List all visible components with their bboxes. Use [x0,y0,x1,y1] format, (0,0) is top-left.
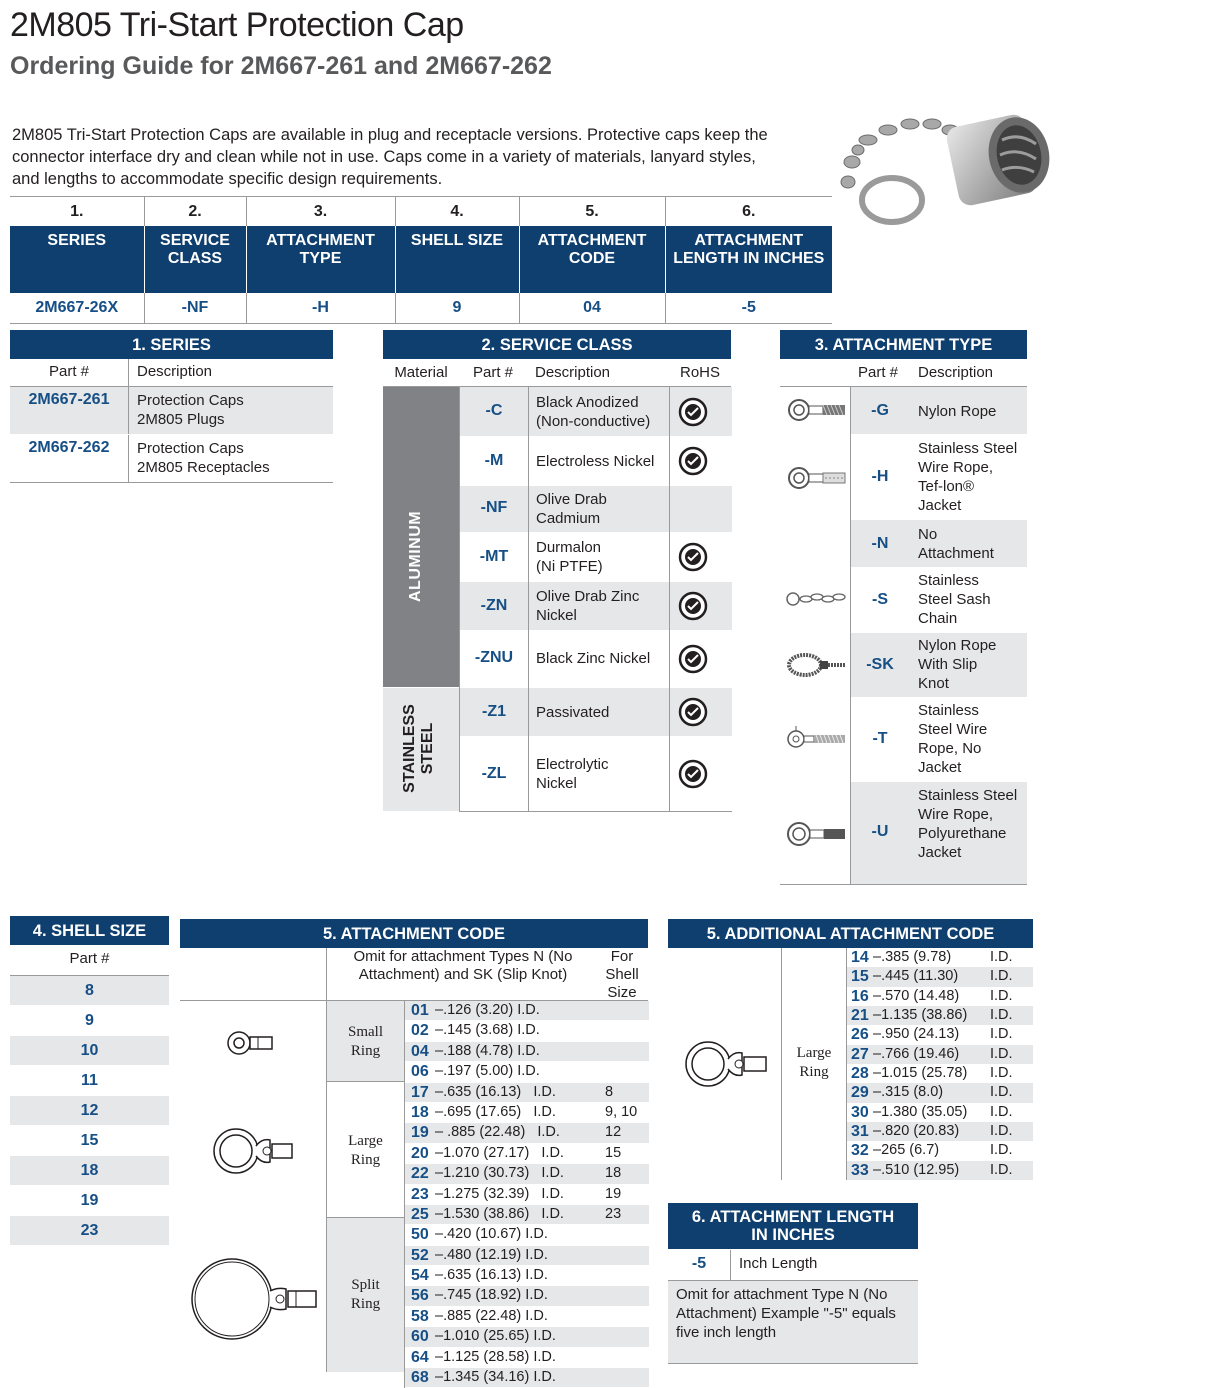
addl-id: I.D. [990,949,1013,965]
acode-code: 01 [411,1002,429,1019]
rohs-icon [678,446,708,476]
acode-code: 50 [411,1226,429,1244]
acode-code: 54 [411,1267,429,1285]
acode-row [405,1327,649,1347]
addl-dim: –.820 (20.83) [873,1123,960,1140]
addl-code: 15 [851,968,869,986]
acode-row [405,1123,649,1143]
acode-dim: –1.210 (30.73) I.D. [435,1165,564,1182]
addl-id: I.D. [990,1142,1013,1159]
rohs-icon [678,542,708,572]
addl-row [847,1064,1033,1083]
acode-code: 58 [411,1307,429,1325]
service-column-headers [383,359,731,387]
acode-row [405,1083,649,1103]
addl-id: I.D. [990,1045,1013,1062]
additional-attachment-code-heading: 5. ADDITIONAL ATTACHMENT CODE [668,919,1033,948]
addl-row [847,967,1033,986]
attachment-type-heading: 3. ATTACHMENT TYPE [780,330,1027,359]
service-row: -C Black Anodized (Non-conductive) [460,387,732,436]
order-step-number: 1. [10,197,144,227]
small-ring-icon [226,1028,276,1058]
acode-group-label: Split Ring [326,1217,404,1372]
ordering-table [10,196,832,324]
acode-row [405,1225,649,1245]
acode-code: 20 [411,1144,429,1162]
order-step-number: 5. [519,197,665,227]
atype-column-headers [780,359,1027,387]
acode-dim: –.635 (16.13) I.D. [435,1083,556,1100]
acode-group-label: Large Ring [326,1081,404,1218]
acode-dim: –1.125 (28.58) I.D. [435,1348,556,1365]
series-part: 2M667-261 [28,391,110,408]
service-row: -ZN Olive Drab Zinc Nickel [460,582,732,630]
acode-dim: –.480 (12.19) I.D. [435,1246,548,1263]
shell-size-item: 15 [10,1126,169,1156]
addl-dim: –265 (6.7) [873,1142,940,1159]
addl-id: I.D. [990,1161,1013,1178]
acode-row [405,1144,649,1164]
order-header-attachment-code: ATTACHMENT CODE [519,226,665,293]
acode-shell: 19 [605,1185,622,1202]
order-value-attachment-type: -H [246,293,395,324]
atype-row: -U Stainless Steel Wire Rope, Polyurethane Jacket [851,782,1027,884]
order-header-shell-size: SHELL SIZE [395,226,519,293]
acode-dim: –1.275 (32.39) I.D. [435,1185,564,1202]
addl-code: 29 [851,1084,869,1102]
shell-size-heading: 4. SHELL SIZE [10,916,169,945]
acode-code: 25 [411,1205,429,1223]
acode-shell: 23 [605,1205,622,1222]
atype-row: -H Stainless Steel Wire Rope, Tef-lon® Jacket [871,440,1018,514]
large-ring-icon [210,1128,296,1174]
acode-code: 04 [411,1042,429,1060]
acode-code: 60 [411,1328,429,1346]
acode-code: 68 [411,1369,429,1387]
acode-body [180,1001,648,1387]
nylon-rope-icon [785,397,847,423]
acode-row [405,1368,649,1388]
addl-dim: –.570 (14.48) [873,987,960,1004]
acode-row [405,1001,649,1021]
addl-row [847,1161,1033,1180]
acode-dim: –1.010 (25.65) I.D. [435,1328,556,1345]
service-class-heading: 2. SERVICE CLASS [383,330,731,359]
acode-code: 64 [411,1348,429,1366]
acode-row [405,1062,649,1082]
acode-code: 56 [411,1287,429,1305]
addl-row [847,1103,1033,1122]
service-row: -MT Durmalon (Ni PTFE) [460,533,732,581]
acode-dim: –.126 (3.20) I.D. [435,1002,540,1018]
service-col-part: Part # [472,364,514,381]
service-row: -NF Olive Drab Cadmium [460,486,732,532]
split-ring-icon [190,1249,320,1349]
addl-id: I.D. [990,1103,1013,1120]
shell-size-item: 10 [10,1036,169,1066]
order-header-series: SERIES [10,226,144,293]
acode-dim: –1.345 (34.16) I.D. [435,1369,556,1386]
shell-size-item: 23 [10,1216,169,1246]
addl-code: 30 [851,1103,869,1121]
acode-dim: –1.070 (27.17) I.D. [435,1144,564,1161]
addl-dim: –1.135 (38.86) [873,1007,968,1024]
addl-code: 31 [851,1123,869,1141]
order-value-service-class: -NF [144,293,246,324]
addl-dim: –.766 (19.46) [873,1045,960,1062]
series-col-desc: Description [137,363,213,380]
addl-id: I.D. [990,1065,1013,1082]
addl-row [847,948,1033,967]
addl-row [847,1006,1033,1025]
acode-code: 18 [411,1103,429,1121]
acode-column-headers [180,948,648,1001]
atype-row: -S Stainless Steel Sash Chain [872,572,991,627]
series-row [10,435,333,483]
acode-code: 17 [411,1083,429,1101]
atype-col-part: Part # [858,364,899,381]
acode-row [405,1205,649,1225]
addl-code: 32 [851,1142,869,1160]
acode-dim: –.635 (16.13) I.D. [435,1267,548,1284]
attachment-code-heading: 5. ATTACHMENT CODE [180,919,648,948]
addl-code: 28 [851,1065,869,1083]
acode-row [405,1021,649,1041]
addl-id: I.D. [990,987,1013,1004]
service-row: -ZL Electrolytic Nickel [460,737,732,811]
addl-dim: –.510 (12.95) [873,1161,960,1178]
series-desc: Protection Caps 2M805 Receptacles [137,440,270,476]
polyurethane-wire-rope-icon [785,819,847,849]
addl-id: I.D. [990,1123,1013,1140]
acode-code: 22 [411,1165,429,1183]
shell-col-part: Part # [10,946,169,976]
rohs-icon [678,591,708,621]
atype-row: -N No Attachment [851,520,1027,567]
order-step-number: 6. [665,197,832,227]
length-code: -5 [691,1255,707,1272]
addl-row [847,1141,1033,1160]
addl-row [847,1045,1033,1064]
service-row: -Z1 Passivated [460,688,732,736]
addl-code: 14 [851,949,869,966]
shell-size-item: 19 [10,1186,169,1216]
acode-code: 23 [411,1185,429,1203]
service-col-rohs: RoHS [679,364,720,381]
acode-for-shell: For Shell Size [605,948,639,1001]
addl-id: I.D. [990,1007,1013,1024]
atype-row: -G Nylon Rope [851,387,1027,434]
acode-omit-note: Omit for attachment Types N (No Attachment) and SK (Slip Knot) [353,948,573,983]
addl-code: 26 [851,1026,869,1044]
shell-size-item: 11 [10,1066,169,1096]
order-step-number: 3. [246,197,395,227]
addl-id: I.D. [990,1026,1013,1043]
sash-chain-icon [784,586,850,612]
slip-knot-icon [785,650,847,680]
addl-code: 21 [851,1007,869,1025]
attachment-length-heading: 6. ATTACHMENT LENGTH IN INCHES [668,1203,918,1249]
shell-size-item: 9 [10,1006,169,1036]
acode-dim: –.420 (10.67) I.D. [435,1226,548,1243]
material-aluminum: ALUMINUM [383,387,459,687]
service-col-material: Material [394,364,448,381]
addl-body [668,948,1033,1180]
acode-shell: 9, 10 [605,1103,638,1120]
addl-dim: –.315 (8.0) [873,1084,944,1101]
series-desc: Protection Caps 2M805 Plugs [137,392,244,428]
rohs-icon [678,397,708,427]
acode-shell: 8 [605,1083,614,1100]
shell-size-item: 12 [10,1096,169,1126]
addl-code: 16 [851,987,869,1005]
acode-dim: –.695 (17.65) I.D. [435,1103,556,1120]
addl-group-label: Large Ring [796,1045,832,1080]
addl-row [847,987,1033,1006]
addl-code: 33 [851,1161,869,1179]
service-rows [459,387,732,812]
acode-row [405,1348,649,1368]
order-value-attachment-code: 04 [519,293,665,324]
acode-row [405,1246,649,1266]
acode-dim: –.197 (5.00) I.D. [435,1063,540,1080]
rohs-icon [678,644,708,674]
page-subtitle: Ordering Guide for 2M667-261 and 2M667-262 [10,52,552,80]
series-part: 2M667-262 [28,439,110,456]
addl-row [847,1083,1033,1102]
order-value-series: 2M667-26X [10,293,144,324]
series-row [10,387,333,435]
acode-shell: 18 [605,1165,622,1182]
atype-rows [780,387,1027,885]
order-value-attachment-length: -5 [665,293,832,324]
addl-row [847,1122,1033,1141]
atype-row: -SK Nylon Rope With Slip Knot [851,633,1027,697]
length-label: Inch Length [739,1255,818,1272]
rohs-icon [678,697,708,727]
length-note: Omit for attachment Type N (No Attachment) Example "-5" equals five inch length [668,1281,918,1364]
service-row: -M Electroless Nickel [460,437,732,485]
acode-code: 19 [411,1124,429,1142]
acode-dim: –.145 (3.68) I.D. [435,1022,540,1039]
addl-id: I.D. [990,968,1013,985]
order-step-number: 4. [395,197,519,227]
acode-dim: –.885 (22.48) I.D. [435,1307,548,1324]
acode-dim: – .885 (22.48) I.D. [435,1124,560,1141]
protection-cap-photo [832,100,1062,230]
page-title: 2M805 Tri-Start Protection Cap [10,6,464,44]
order-step-number: 2. [144,197,246,227]
addl-dim: –1.015 (25.78) [873,1065,968,1082]
atype-col-desc: Description [918,364,994,381]
acode-row [405,1266,649,1286]
addl-row [847,1025,1033,1044]
bare-wire-rope-icon [785,724,847,754]
addl-code: 27 [851,1045,869,1063]
atype-row: -T Stainless Steel Wire Rope, No Jacket [872,702,988,776]
addl-id: I.D. [990,1084,1013,1101]
teflon-wire-rope-icon [785,465,847,491]
acode-dim: –.745 (18.92) I.D. [435,1287,548,1304]
order-header-attachment-length: ATTACHMENT LENGTH IN INCHES [665,226,832,293]
acode-shell: 12 [605,1124,622,1141]
shell-size-item: 18 [10,1156,169,1186]
order-value-shell-size: 9 [395,293,519,324]
addl-dim: –.385 (9.78) [873,949,952,965]
acode-shell: 15 [605,1144,622,1161]
acode-row [405,1307,649,1327]
service-row: -ZNU Black Zinc Nickel [460,631,732,687]
acode-row [405,1042,649,1062]
acode-code: 02 [411,1022,429,1040]
acode-code: 06 [411,1063,429,1081]
rohs-icon [678,759,708,789]
shell-size-list [10,976,169,1246]
acode-row [405,1185,649,1205]
addl-dim: –.950 (24.13) [873,1026,960,1043]
acode-row [405,1286,649,1306]
acode-code: 52 [411,1246,429,1264]
large-ring-icon [682,1040,772,1088]
length-row [668,1250,918,1281]
material-stainless-steel: STAINLESS STEEL [383,688,459,811]
acode-dim: –1.530 (38.86) I.D. [435,1205,564,1222]
shell-size-item: 8 [10,976,169,1006]
acode-row [405,1164,649,1184]
series-column-headers [10,359,333,387]
addl-dim: –.445 (11.30) [873,968,959,985]
acode-row [405,1103,649,1123]
acode-dim: –.188 (4.78) I.D. [435,1042,540,1059]
service-col-desc: Description [535,364,611,381]
series-col-part: Part # [48,363,90,380]
order-header-service-class: SERVICE CLASS [144,226,246,293]
addl-dim: –1.380 (35.05) [873,1103,968,1120]
order-header-attachment-type: ATTACHMENT TYPE [246,226,395,293]
series-heading: 1. SERIES [10,330,333,359]
acode-group-label: Small Ring [326,1001,404,1081]
intro-paragraph: 2M805 Tri-Start Protection Caps are available in plug and receptacle versions. Protective caps keep the connector interface dry and clean while not in use. Caps come in a variety of materials, lanyard styles, and lengths to accommodate specific design requirements. [12,126,768,188]
